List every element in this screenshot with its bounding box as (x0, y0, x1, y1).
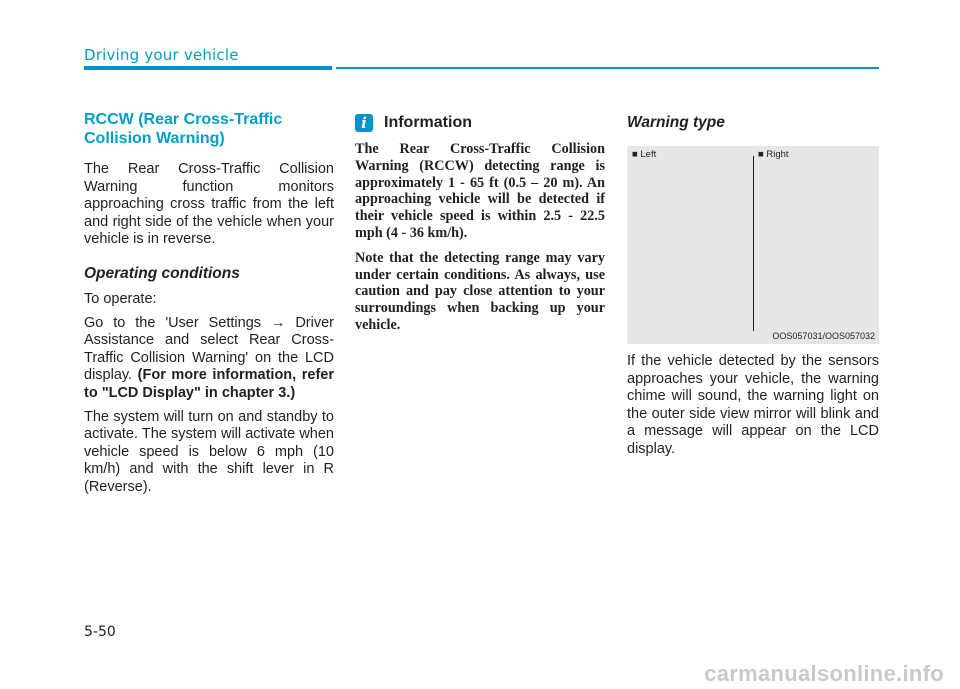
column-left (84, 110, 334, 503)
figure-divider (753, 156, 754, 331)
operating-conditions-heading: Operating conditions (84, 264, 240, 282)
rccw-intro: The Rear Cross-Traffic Collision Warning function monitors approaching cross traffic from the left and right side of the vehicle when your vehicle is in reverse. (84, 161, 334, 248)
column-right (627, 110, 879, 465)
info-icon: i (355, 114, 373, 132)
detecting-range-note: The Rear Cross-Traffic Collision Warning (RCCW) detecting range is approximately 1 - 65 ft (0.5 – 20 m). An approaching vehicle will be detected if their vehicle speed is within 2.5 - 22.5 mph (4 - 36 km/h). (355, 141, 605, 241)
figure-left-label: ■ Left (632, 149, 657, 160)
watermark: carmanualsonline.info (704, 661, 944, 686)
caution-note: Note that the detecting range may vary under certain conditions. As always, use caution and pay close attention to your surroundings when backing up your vehicle. (355, 249, 605, 333)
information-header (355, 114, 605, 132)
rccw-heading: RCCW (Rear Cross-Traffic Collision Warning) (84, 111, 283, 147)
header-rule-thin (336, 67, 879, 69)
column-middle (355, 110, 605, 342)
page-number: 5-50 (84, 624, 116, 640)
warning-type-figure (627, 146, 879, 344)
figure-code: OOS057031/OOS057032 (772, 331, 875, 341)
operate-label: To operate: (84, 290, 157, 307)
figure-right-label: ■ Right (758, 149, 789, 160)
operate-instructions-reference: (For more information, refer to "LCD Display" in chapter 3.) (84, 367, 334, 401)
section-title: Driving your vehicle (84, 46, 239, 64)
warning-description: If the vehicle detected by the sensors approaches your vehicle, the warning chime will sound, the warning light on the outer side view mirror will blink and a message will appear on the LCD display. (627, 353, 879, 457)
activation-conditions: The system will turn on and standby to activate. The system will activate when vehicle speed is below 6 mph (10 km/h) and with the shift lever in R (Reverse). (84, 408, 334, 495)
operate-instructions-text: Go to the 'User Settings → Driver Assistance and select Rear Cross-Traffic Collision Warning' on the LCD display. (84, 314, 334, 384)
operate-instructions (84, 315, 334, 403)
information-title: Information (384, 114, 472, 131)
warning-type-heading: Warning type (627, 114, 725, 131)
header-rule-thick (84, 66, 332, 70)
